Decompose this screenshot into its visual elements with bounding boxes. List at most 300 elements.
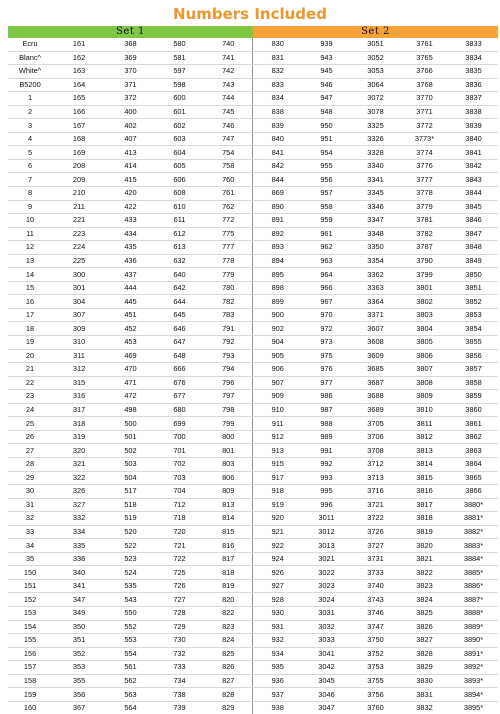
table-cell: 676 (155, 376, 204, 390)
table-cell: 712 (155, 498, 204, 512)
table-cell: 520 (106, 525, 155, 539)
table-cell: 3078 (351, 105, 400, 119)
table-body (8, 38, 498, 714)
table-cell: 3823 (400, 579, 449, 593)
table-row (8, 336, 498, 350)
table-cell: 600 (155, 92, 204, 106)
table-row (8, 552, 498, 566)
table-cell: 973 (302, 336, 351, 350)
table-cell: 3350 (351, 241, 400, 255)
table-cell: 3687 (351, 376, 400, 390)
table-cell: 967 (302, 295, 351, 309)
table-cell: 894 (253, 254, 302, 268)
table-row (8, 430, 498, 444)
table-row (8, 390, 498, 404)
table-cell: 962 (302, 241, 351, 255)
table-row (8, 132, 498, 146)
table-cell: 791 (204, 322, 253, 336)
table-cell: 3801 (400, 281, 449, 295)
table-cell: 911 (253, 417, 302, 431)
table-cell: 14 (8, 268, 52, 282)
table-cell: 611 (155, 214, 204, 228)
table-cell: 10 (8, 214, 52, 228)
table-cell: 936 (253, 674, 302, 688)
table-row (8, 376, 498, 390)
table-cell: 34 (8, 539, 52, 553)
table-cell: 704 (155, 485, 204, 499)
table-cell: 726 (155, 579, 204, 593)
table-cell: 926 (253, 566, 302, 580)
table-cell: 3733 (351, 566, 400, 580)
table-cell: 3740 (351, 579, 400, 593)
table-cell: 3023 (302, 579, 351, 593)
table-row (8, 214, 498, 228)
table-cell: 777 (204, 241, 253, 255)
table-cell: 722 (155, 552, 204, 566)
table-cell: 827 (204, 674, 253, 688)
table-cell: 371 (106, 78, 155, 92)
table-cell: 3708 (351, 444, 400, 458)
table-cell: 828 (204, 688, 253, 702)
table-cell: 951 (302, 132, 351, 146)
table-cell: 12 (8, 241, 52, 255)
table-cell: 3865 (449, 471, 498, 485)
table-cell: 718 (155, 512, 204, 526)
table-cell: 160 (23, 703, 37, 713)
table-cell: 817 (204, 552, 253, 566)
table-cell: 801 (204, 444, 253, 458)
table-cell: 3805 (400, 336, 449, 350)
table-cell: 816 (204, 539, 253, 553)
table-cell: 3856 (449, 349, 498, 363)
table-row (8, 159, 498, 173)
table-cell: B5200 (8, 78, 52, 92)
table-cell: 959 (302, 214, 351, 228)
table-cell: 3821 (400, 552, 449, 566)
table-cell: 414 (106, 159, 155, 173)
table-cell: 8 (8, 187, 52, 201)
table-cell: 11 (8, 227, 52, 241)
table-cell: 3774 (400, 146, 449, 160)
table-cell: 503 (106, 457, 155, 471)
table-cell: 809 (204, 485, 253, 499)
table-cell: 3861 (449, 417, 498, 431)
table-row (8, 254, 498, 268)
table-cell: 519 (106, 512, 155, 526)
table-cell: 564 (124, 703, 137, 713)
table-cell: 21 (8, 363, 52, 377)
table-cell: 153 (8, 606, 52, 620)
table-cell: 3046 (302, 688, 351, 702)
table-cell: 597 (155, 65, 204, 79)
table-cell: 311 (52, 349, 106, 363)
table-cell: 3768 (400, 78, 449, 92)
table-cell: 350 (52, 620, 106, 634)
table-cell: 963 (302, 254, 351, 268)
table-row (8, 512, 498, 526)
table-cell: 3885* (449, 566, 498, 580)
table-cell: 317 (52, 403, 106, 417)
table-cell: 820 (204, 593, 253, 607)
table-cell: 157 (8, 661, 52, 675)
table-row (8, 281, 498, 295)
table-cell: 3891* (449, 647, 498, 661)
table-cell: 31 (8, 498, 52, 512)
table-row (8, 634, 498, 648)
table-cell: 947 (302, 92, 351, 106)
table-cell: 646 (155, 322, 204, 336)
table-cell: 24 (8, 403, 52, 417)
table-cell: 3808 (400, 376, 449, 390)
table-cell: 3755 (351, 674, 400, 688)
table-cell: 224 (52, 241, 106, 255)
table-cell: 948 (302, 105, 351, 119)
table-cell: 321 (52, 457, 106, 471)
table-cell: 721 (155, 539, 204, 553)
table-cell: 3722 (351, 512, 400, 526)
table-cell: 3806 (400, 349, 449, 363)
table-row (8, 620, 498, 634)
table-cell: 3340 (351, 159, 400, 173)
table-cell: 3773* (400, 132, 449, 146)
table-cell: 20 (8, 349, 52, 363)
table-cell: 928 (253, 593, 302, 607)
table-cell: 957 (302, 187, 351, 201)
table-cell: 922 (253, 539, 302, 553)
table-cell: 3826 (400, 620, 449, 634)
table-cell: 3011 (302, 512, 351, 526)
table-cell: 19 (8, 336, 52, 350)
table-cell: 3042 (302, 661, 351, 675)
table-cell: 761 (204, 187, 253, 201)
table-cell: 841 (253, 146, 302, 160)
table-cell: 3726 (351, 525, 400, 539)
table-cell: 353 (52, 661, 106, 675)
table-cell: 3824 (400, 593, 449, 607)
table-cell: 902 (253, 322, 302, 336)
table-cell: 3811 (400, 417, 449, 431)
table-cell: 3860 (449, 403, 498, 417)
table-cell: 3752 (351, 647, 400, 661)
table-cell: 3770 (400, 92, 449, 106)
table-cell: 900 (253, 308, 302, 322)
table-cell: 3846 (449, 214, 498, 228)
table-cell: 912 (253, 430, 302, 444)
table-row (8, 349, 498, 363)
table-cell: 351 (52, 634, 106, 648)
table-cell: 3830 (400, 674, 449, 688)
table-cell: 677 (155, 390, 204, 404)
table-cell: 3882* (449, 525, 498, 539)
table-cell: 647 (155, 336, 204, 350)
table-cell: 895 (253, 268, 302, 282)
table-cell: 3348 (351, 227, 400, 241)
table-cell: 3045 (302, 674, 351, 688)
table-cell: 434 (106, 227, 155, 241)
table-cell: 605 (155, 159, 204, 173)
table-cell: 892 (253, 227, 302, 241)
table-cell: 3731 (351, 552, 400, 566)
table-cell: 23 (8, 390, 52, 404)
table-cell: 498 (106, 403, 155, 417)
table-row (8, 65, 498, 79)
table-cell: 3761 (400, 38, 449, 51)
table-cell: 3325 (351, 119, 400, 133)
table-cell: 168 (52, 132, 106, 146)
table-cell: 3859 (449, 390, 498, 404)
table-cell: 744 (204, 92, 253, 106)
table-cell: 372 (106, 92, 155, 106)
table-cell: 976 (302, 363, 351, 377)
table-cell: 772 (204, 214, 253, 228)
table-cell: 3866 (449, 485, 498, 499)
table-cell: 3843 (449, 173, 498, 187)
table-cell: 3863 (449, 444, 498, 458)
table-cell: 733 (155, 661, 204, 675)
table-cell: 334 (52, 525, 106, 539)
table-cell: 921 (253, 525, 302, 539)
table-cell: 3328 (351, 146, 400, 160)
table-cell: 727 (155, 593, 204, 607)
table-cell: 832 (253, 65, 302, 79)
table-cell: 158 (8, 674, 52, 688)
table-cell: 3829 (400, 661, 449, 675)
table-cell: 18 (8, 322, 52, 336)
table-cell: 604 (155, 146, 204, 160)
table-cell: 320 (52, 444, 106, 458)
table-cell: 779 (204, 268, 253, 282)
table-cell: 554 (106, 647, 155, 661)
table-cell: 561 (106, 661, 155, 675)
table-cell: 839 (253, 119, 302, 133)
table-cell: 165 (52, 92, 106, 106)
table-cell: 720 (155, 525, 204, 539)
table-cell: 437 (106, 268, 155, 282)
table-row (8, 403, 498, 417)
table-cell: 958 (302, 200, 351, 214)
table-cell: 642 (155, 281, 204, 295)
table-row (8, 322, 498, 336)
table-cell: 3013 (302, 539, 351, 553)
table-cell: 3706 (351, 430, 400, 444)
table-cell: 975 (302, 349, 351, 363)
table-cell: 3851 (449, 281, 498, 295)
table-cell: 775 (204, 227, 253, 241)
table-cell: 800 (204, 430, 253, 444)
table-cell: 3862 (449, 430, 498, 444)
table-row (8, 647, 498, 661)
table-cell: 3807 (400, 363, 449, 377)
table-cell: 3880* (449, 498, 498, 512)
table-cell: 340 (52, 566, 106, 580)
table-cell: 3844 (449, 187, 498, 201)
table-cell: 5 (8, 146, 52, 160)
table-cell: 964 (302, 268, 351, 282)
table-cell: 3857 (449, 363, 498, 377)
table-cell: 648 (155, 349, 204, 363)
table-cell: 840 (253, 132, 302, 146)
table-cell: 445 (106, 295, 155, 309)
table-cell: 3772 (400, 119, 449, 133)
table-cell: 502 (106, 444, 155, 458)
table-cell: 797 (204, 390, 253, 404)
table-cell: 347 (52, 593, 106, 607)
table-cell: 3886* (449, 579, 498, 593)
table-cell: 3364 (351, 295, 400, 309)
table-cell: 436 (106, 254, 155, 268)
table-cell: 815 (204, 525, 253, 539)
table-cell: 3836 (449, 78, 498, 92)
table-cell: 327 (52, 498, 106, 512)
table-cell: 956 (302, 173, 351, 187)
table-cell: 703 (155, 471, 204, 485)
table-row (8, 268, 498, 282)
table-cell: 645 (155, 308, 204, 322)
table-cell: 156 (8, 647, 52, 661)
table-cell: 3790 (400, 254, 449, 268)
table-cell: 3815 (400, 471, 449, 485)
table-row (8, 525, 498, 539)
table-cell: 517 (106, 485, 155, 499)
table-cell: 932 (253, 634, 302, 648)
table-cell: 3326 (351, 132, 400, 146)
table-cell: 680 (155, 403, 204, 417)
table-cell: 420 (106, 187, 155, 201)
table-cell: 899 (253, 295, 302, 309)
table-cell: 369 (106, 51, 155, 65)
table-row (8, 200, 498, 214)
table-cell: 300 (52, 268, 106, 282)
table-cell: 3832 (416, 703, 433, 713)
table-cell: 931 (253, 620, 302, 634)
table-cell: 734 (155, 674, 204, 688)
table-cell: 987 (302, 403, 351, 417)
table-row (8, 119, 498, 133)
table-cell: 3779 (400, 200, 449, 214)
table-cell: 7 (8, 173, 52, 187)
table-cell: 946 (302, 78, 351, 92)
table-cell: 989 (302, 430, 351, 444)
table-cell: 3716 (351, 485, 400, 499)
table-cell: 935 (253, 661, 302, 675)
table-cell: 501 (106, 430, 155, 444)
table-cell: 829 (204, 701, 253, 714)
table-row (8, 92, 498, 106)
table-cell: 3347 (351, 214, 400, 228)
table-cell: 3892* (449, 661, 498, 675)
table-cell: 9 (8, 200, 52, 214)
table-cell: 924 (253, 552, 302, 566)
table-cell: 3799 (400, 268, 449, 282)
table-cell: 16 (8, 295, 52, 309)
table-cell: 745 (204, 105, 253, 119)
table-cell: 472 (106, 390, 155, 404)
table-cell: 793 (204, 349, 253, 363)
table-cell: 746 (204, 119, 253, 133)
table-cell: 826 (204, 661, 253, 675)
table-cell: 3346 (351, 200, 400, 214)
table-row (8, 688, 498, 702)
table-cell: 742 (204, 65, 253, 79)
table-cell: 3827 (400, 634, 449, 648)
table-cell: 3825 (400, 606, 449, 620)
table-cell: 152 (8, 593, 52, 607)
table-cell: 3894* (449, 688, 498, 702)
table-cell: 30 (8, 485, 52, 499)
table-cell: 943 (302, 51, 351, 65)
table-cell: 3842 (449, 159, 498, 173)
table-cell: 905 (253, 349, 302, 363)
table-cell: 3835 (449, 65, 498, 79)
table-cell: 433 (106, 214, 155, 228)
table-row (8, 241, 498, 255)
table-cell: 4 (8, 132, 52, 146)
table-cell: 470 (106, 363, 155, 377)
table-cell: 3855 (449, 336, 498, 350)
table-cell: 613 (155, 241, 204, 255)
table-cell: 3858 (449, 376, 498, 390)
table-row (8, 498, 498, 512)
table-cell: 400 (106, 105, 155, 119)
table-cell: 833 (253, 78, 302, 92)
table-cell: 3881* (449, 512, 498, 526)
table-cell: 814 (204, 512, 253, 526)
table-cell: 938 (271, 703, 284, 713)
table-cell: 3814 (400, 457, 449, 471)
table-cell: 3354 (351, 254, 400, 268)
table-cell: 996 (302, 498, 351, 512)
table-cell: 608 (155, 187, 204, 201)
table-cell: 3041 (302, 647, 351, 661)
table-cell: 3833 (449, 38, 498, 51)
table-cell: 319 (52, 430, 106, 444)
table-cell: 3052 (351, 51, 400, 65)
table-row (8, 187, 498, 201)
table-cell: 794 (204, 363, 253, 377)
table-cell: 806 (204, 471, 253, 485)
table-cell: 798 (204, 403, 253, 417)
table-cell: 954 (302, 146, 351, 160)
table-row (8, 485, 498, 499)
table-cell: 3839 (449, 119, 498, 133)
table-cell: 917 (253, 471, 302, 485)
table-cell: 3371 (351, 308, 400, 322)
table-cell: 3778 (400, 187, 449, 201)
table-cell: 3051 (351, 38, 400, 51)
table-cell: 603 (155, 132, 204, 146)
table-cell: 3820 (400, 539, 449, 553)
table-cell: 3064 (351, 78, 400, 92)
table-cell: 167 (52, 119, 106, 133)
table-cell: 563 (106, 688, 155, 702)
table-cell: 27 (8, 444, 52, 458)
table-row (8, 417, 498, 431)
table-row (8, 606, 498, 620)
table-cell: 309 (52, 322, 106, 336)
table-cell: 150 (8, 566, 52, 580)
table-cell: 453 (106, 336, 155, 350)
table-cell: 413 (106, 146, 155, 160)
table-cell: 504 (106, 471, 155, 485)
table-cell: 3022 (302, 566, 351, 580)
table-cell: 28 (8, 457, 52, 471)
table-cell: 553 (106, 634, 155, 648)
table-cell: 552 (106, 620, 155, 634)
table-cell: 3032 (302, 620, 351, 634)
table-cell: 3854 (449, 322, 498, 336)
table-cell: 326 (52, 485, 106, 499)
table-cell: 792 (204, 336, 253, 350)
